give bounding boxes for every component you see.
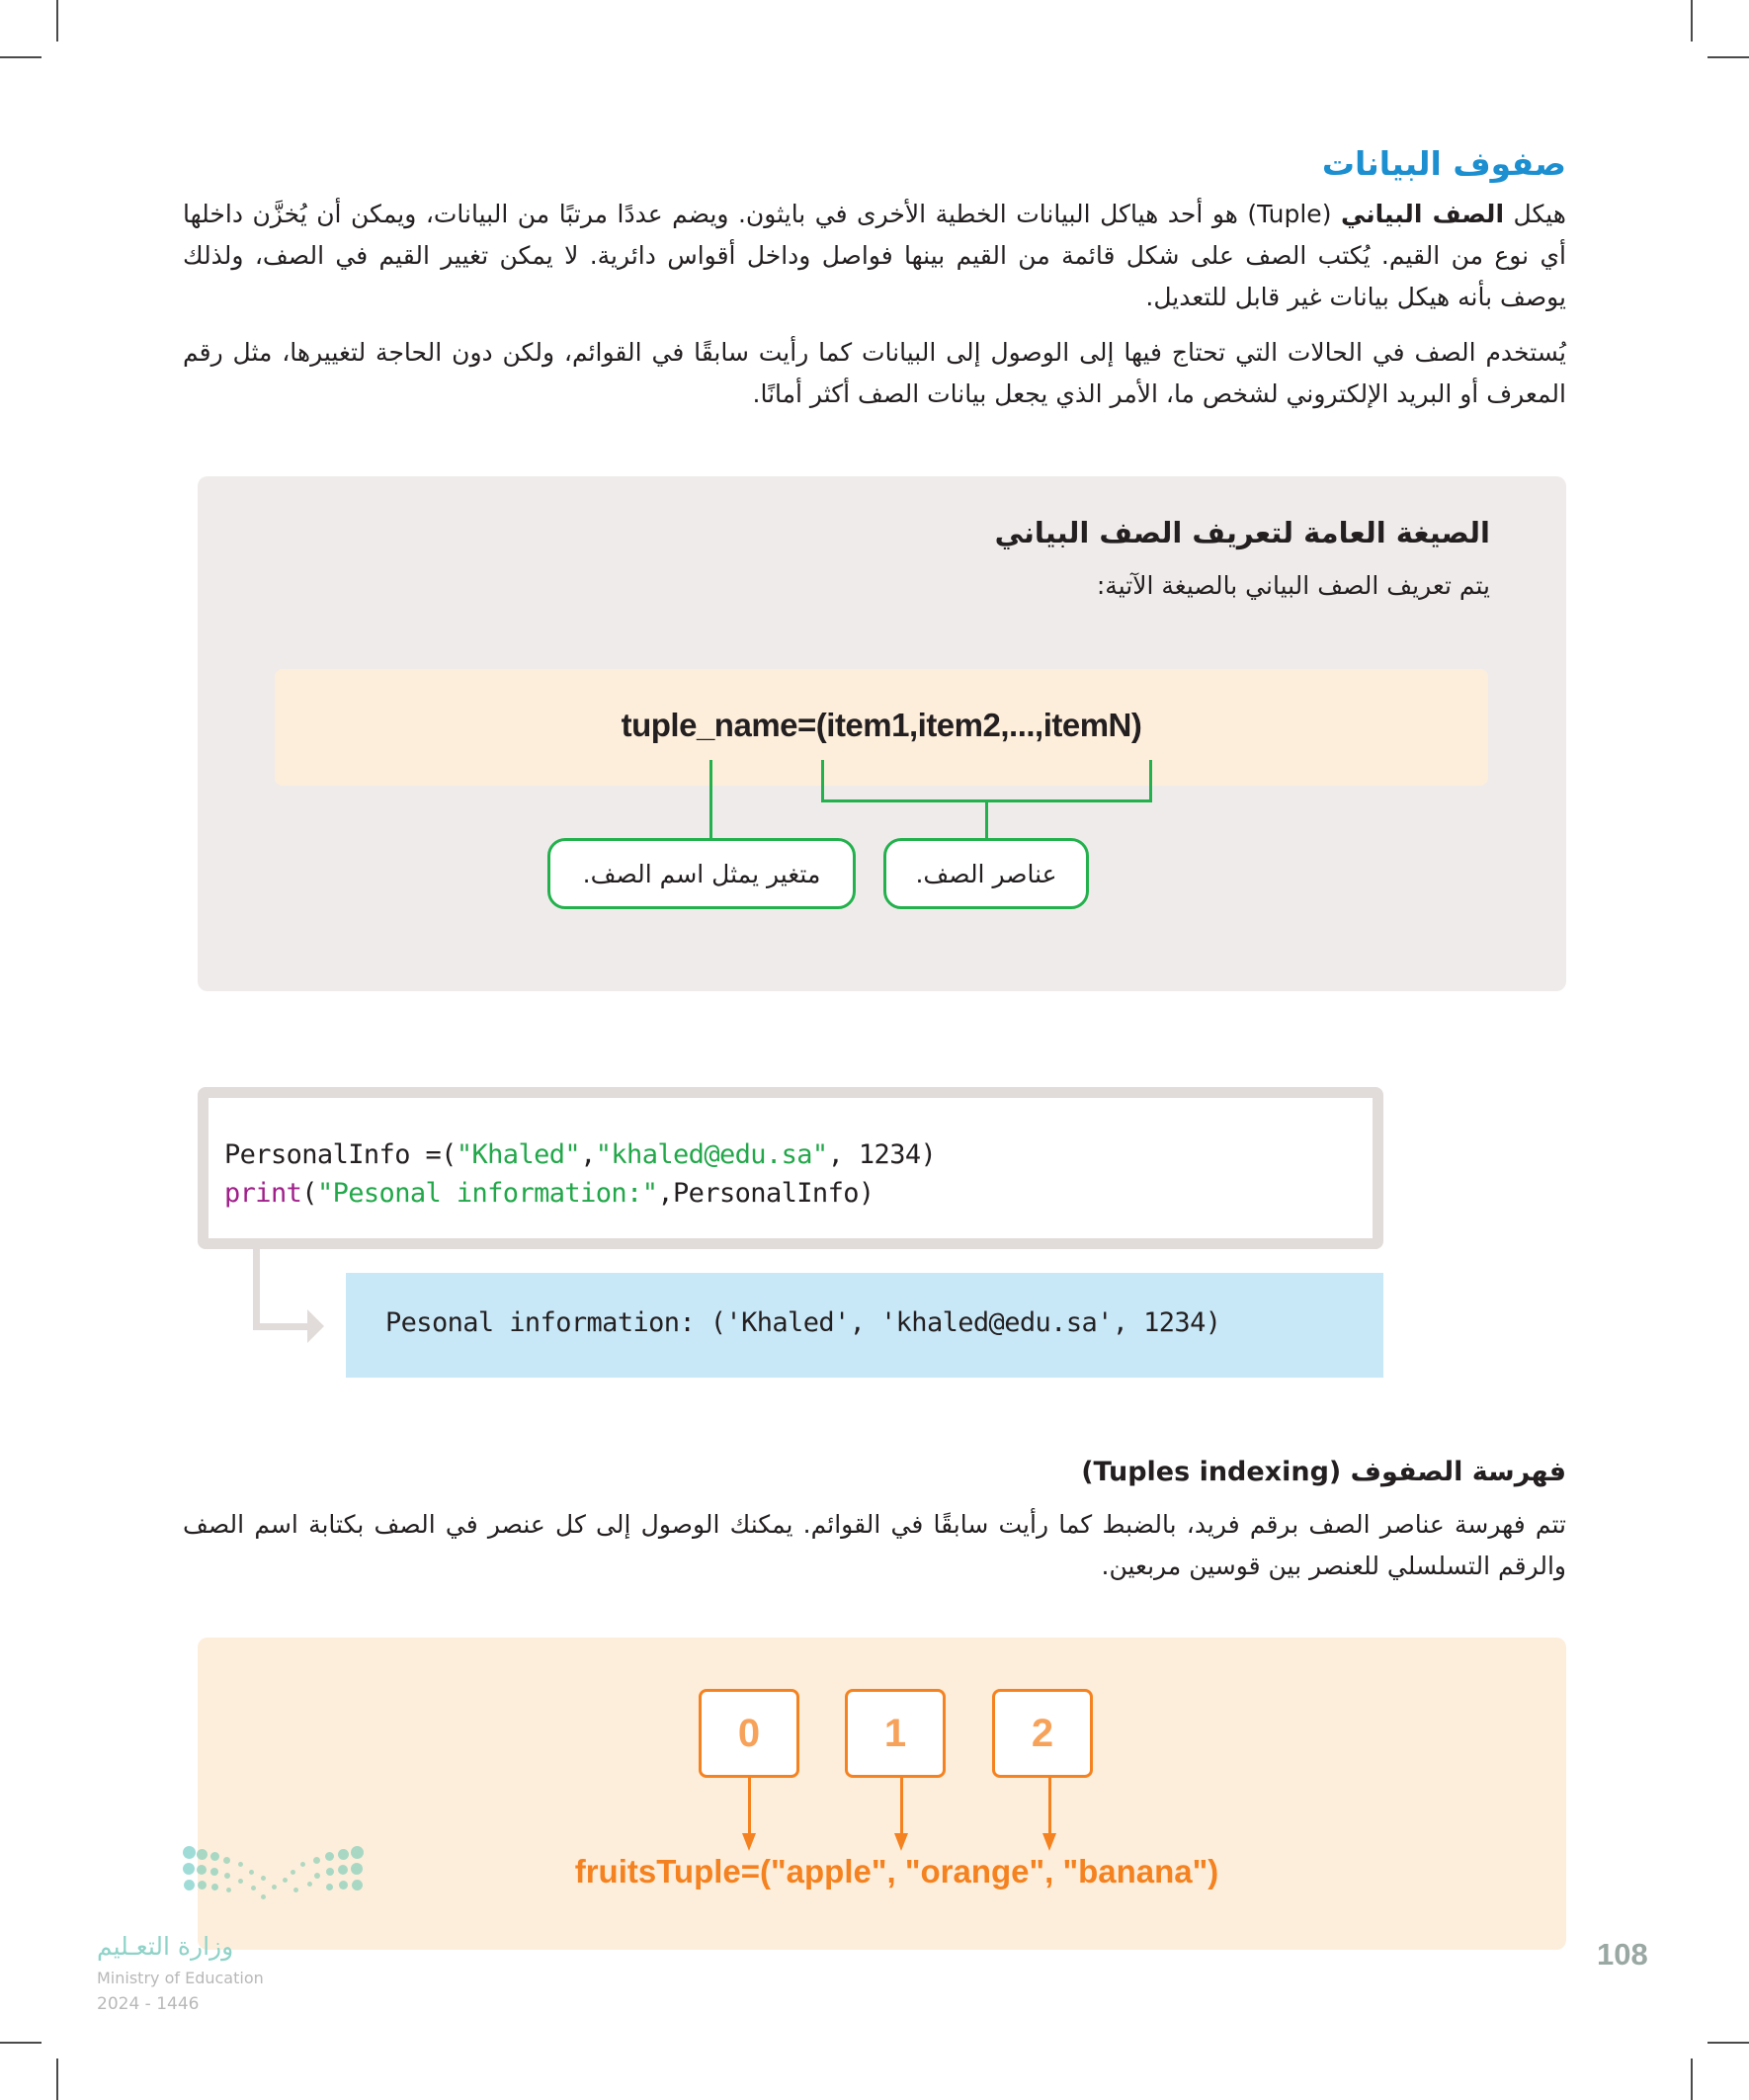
index-box-1: 1 xyxy=(845,1689,946,1778)
bold-term: الصف البياني xyxy=(1340,200,1505,228)
code-line-1 xyxy=(224,1139,936,1170)
code-string: "Khaled" xyxy=(456,1139,581,1170)
index-arrow-line xyxy=(900,1778,903,1837)
section-title: صفوف البيانات xyxy=(1321,144,1566,183)
fruits-tuple-code: fruitsTuple=("apple", "orange", "banana") xyxy=(574,1853,1219,1890)
code-string: "khaled@edu.sa" xyxy=(595,1139,828,1170)
crop-mark xyxy=(0,56,42,58)
indexing-title: فهرسة الصفوف (Tuples indexing) xyxy=(1081,1457,1566,1487)
code-keyword: print xyxy=(224,1178,302,1209)
output-text: Pesonal information: ('Khaled', 'khaled@edu.sa', 1234) xyxy=(385,1307,1221,1338)
code-token: ,PersonalInfo) xyxy=(657,1178,874,1209)
arrow-down-icon xyxy=(894,1833,908,1851)
output-arrow-icon xyxy=(253,1323,310,1330)
code-token: ( xyxy=(301,1178,317,1209)
crop-mark xyxy=(1691,0,1693,42)
crop-mark xyxy=(1707,2042,1749,2044)
code-token: , xyxy=(580,1139,596,1170)
arrow-down-icon xyxy=(1042,1833,1056,1851)
indexing-panel xyxy=(198,1638,1566,1950)
output-arrow-icon xyxy=(253,1249,260,1330)
crop-mark xyxy=(1691,2058,1693,2100)
code-string: "Pesonal information:" xyxy=(316,1178,658,1209)
items-callout: عناصر الصف. xyxy=(883,838,1089,909)
index-box-2: 2 xyxy=(992,1689,1093,1778)
items-bracket-right xyxy=(1149,760,1152,801)
index-box-0: 0 xyxy=(699,1689,799,1778)
index-arrow-line xyxy=(748,1778,751,1837)
usage-paragraph: يُستخدم الصف في الحالات التي تحتاج فيها إلى الوصول إلى البيانات كما رأيت سابقًا في القوائم، ولكن دون الحاجة لتغييرها، مثل رقم المعرف أو البريد الإلكتروني لشخص ما، الأمر الذي يجعل بيانات الصف أكثر أمانًا. xyxy=(183,338,1566,408)
arrow-right-icon xyxy=(307,1309,324,1343)
para-prefix: هيكل xyxy=(1504,200,1566,228)
code-block xyxy=(198,1087,1383,1249)
formula-box xyxy=(275,669,1488,786)
items-bracket-left xyxy=(821,760,824,801)
ministry-name-english: Ministry of Education xyxy=(97,1969,264,1987)
output-block xyxy=(346,1273,1383,1378)
syntax-panel xyxy=(198,476,1566,991)
crop-mark xyxy=(56,2058,58,2100)
name-callout: متغير يمثل اسم الصف. xyxy=(547,838,856,909)
page-number: 108 xyxy=(1597,1937,1648,1972)
crop-mark xyxy=(56,0,58,42)
code-line-2 xyxy=(224,1178,874,1209)
code-token: , 1234) xyxy=(827,1139,937,1170)
crop-mark xyxy=(1707,56,1749,58)
syntax-formula: tuple_name=(item1,item2,...,itemN) xyxy=(621,707,1142,743)
edition-year: 2024 - 1446 xyxy=(97,1994,200,2014)
code-token: PersonalInfo =( xyxy=(224,1139,457,1170)
arrow-down-icon xyxy=(742,1833,756,1851)
name-connector-line xyxy=(709,760,712,845)
crop-mark xyxy=(0,2042,42,2044)
intro-paragraph xyxy=(183,194,1566,318)
para-rest: (Tuple) هو أحد هياكل البيانات الخطية الأخرى في بايثون. ويضم عددًا مرتبًا من البيانات، ويمكن أن يُخزَّن داخلها أي نوع من القيم. يُكتب الصف على شكل قائمة من القيم بينها فواصل وداخل أقواس دائرية. لا يمكن تغيير القيم في الصف، ولذلك يوصف بأنه هيكل بيانات غير قابل للتعديل. xyxy=(183,200,1566,311)
syntax-title: الصيغة العامة لتعريف الصف البياني xyxy=(994,516,1490,549)
ministry-logo-icon xyxy=(97,1838,374,2016)
index-arrow-line xyxy=(1048,1778,1051,1837)
indexing-paragraph: تتم فهرسة عناصر الصف برقم فريد، بالضبط كما رأيت سابقًا في القوائم. يمكنك الوصول إلى كل عنصر في الصف بكتابة اسم الصف والرقم التسلسلي للعنصر بين قوسين مربعين. xyxy=(183,1510,1566,1580)
ministry-name-arabic: وزارة التعـليم xyxy=(97,1932,234,1961)
syntax-subtitle: يتم تعريف الصف البياني بالصيغة الآتية: xyxy=(1096,571,1490,600)
